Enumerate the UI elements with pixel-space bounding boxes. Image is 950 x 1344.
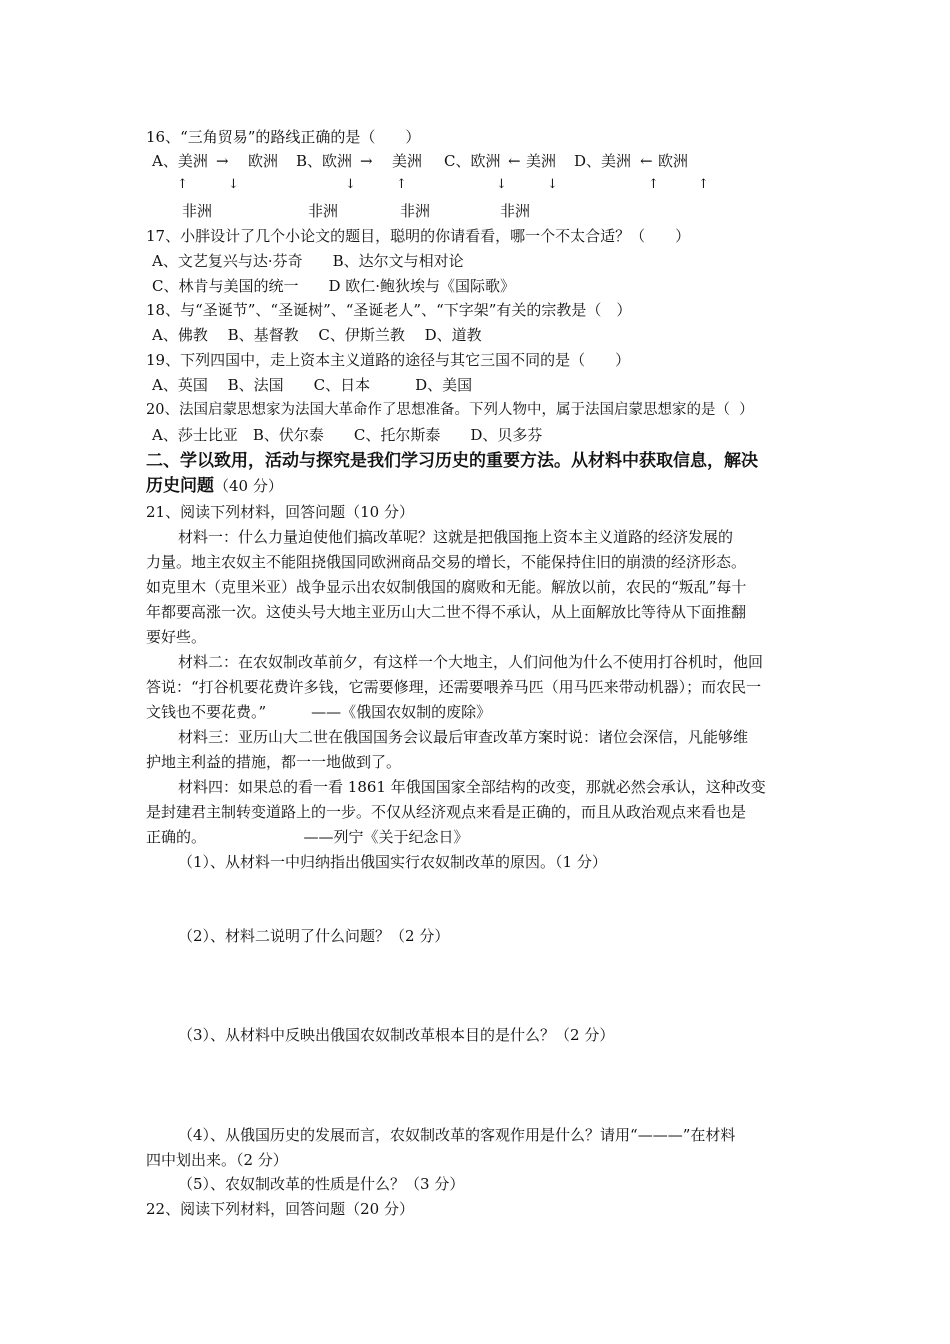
q17-options-row1: A、文艺复兴与达·芬奇 B、达尔文与相对论 — [152, 252, 464, 270]
material-3-line: 材料三：亚历山大二世在俄国国务会议最后审查改革方案时说：诸位会深信，凡能够维 — [178, 728, 749, 746]
material-1-line: 年都要高涨一次。这使头号大地主亚历山大二世不得不承认，从上面解放比等待从下面推翻 — [146, 603, 747, 621]
arrow-up-icon: ↑ — [396, 177, 407, 192]
q19-stem: 19、下列四国中，走上资本主义道路的途径与其它三国不同的是（ ） — [146, 351, 631, 369]
material-1-line: 材料一：什么力量迫使他们搞改革呢？这就是把俄国拖上资本主义道路的经济发展的 — [178, 528, 734, 546]
q16-africa-c: 非洲 — [400, 202, 431, 220]
material-4-line: 正确的。 ——列宁《关于纪念日》 — [146, 828, 469, 846]
q16-option-c-arrow-left: ← — [508, 152, 521, 170]
q17-stem: 17、小胖设计了几个小论文的题目，聪明的你请看看，哪一个不太合适？（ ） — [146, 227, 691, 245]
section-2-heading-line2 — [146, 476, 283, 496]
q18-options: A、佛教 B、基督教 C、伊斯兰教 D、道教 — [152, 326, 482, 344]
q21-sub-question-4-cont: 四中划出来。（2 分） — [146, 1151, 288, 1169]
q18-stem: 18、与“圣诞节”、“圣诞树”、“圣诞老人”、“下字架”有关的宗教是（ ） — [146, 301, 632, 319]
arrow-up-icon: ↑ — [177, 177, 188, 192]
q22-stem: 22、阅读下列材料，回答问题（20 分） — [146, 1200, 414, 1218]
q16-africa-a: 非洲 — [182, 202, 213, 220]
material-2-line: 文钱也不要花费。” ——《俄国农奴制的废除》 — [146, 703, 492, 721]
q16-option-d-arrow-left: ← — [640, 152, 653, 170]
q16-option-a-arrow-right: → — [216, 152, 229, 170]
arrow-down-icon: ↓ — [496, 177, 507, 192]
q16-stem: 16、“三角贸易”的路线正确的是（ ） — [146, 128, 421, 146]
q21-stem: 21、阅读下列材料，回答问题（10 分） — [146, 503, 414, 521]
q16-option-b-arrow-right: → — [360, 152, 373, 170]
q21-sub-question-1: （1）、从材料一中归纳指出俄国实行农奴制改革的原因。（1 分） — [178, 853, 607, 871]
q21-sub-question-2: （2）、材料二说明了什么问题？（2 分） — [178, 927, 450, 945]
q17-options-row2: C、林肯与美国的统一 D 欧仁·鲍狄埃与《国际歌》 — [152, 277, 516, 295]
material-4-line: 是封建君主制转变道路上的一步。不仅从经济观点来看是正确的，而且从政治观点来看也是 — [146, 803, 747, 821]
q16-option-c-end: 美洲 — [526, 152, 557, 170]
arrow-down-icon: ↓ — [228, 177, 239, 192]
material-2-line: 材料二：在农奴制改革前夕，有这样一个大地主，人们问他为什么不使用打谷机时，他回 — [178, 653, 764, 671]
arrow-down-icon: ↓ — [547, 177, 558, 192]
q19-options: A、英国 B、法国 C、日本 D、美国 — [152, 376, 473, 394]
q16-option-d-start: D、美洲 — [574, 152, 632, 170]
material-1-line: 力量。地主农奴主不能阻挠俄国同欧洲商品交易的增长，不能保持住旧的崩溃的经济形态。 — [146, 553, 747, 571]
q16-option-a-end: 欧洲 — [248, 152, 279, 170]
q21-sub-question-5: （5）、农奴制改革的性质是什么？（3 分） — [178, 1175, 465, 1193]
q21-sub-question-4: （4）、从俄国历史的发展而言，农奴制改革的客观作用是什么？请用“———”在材料 — [178, 1126, 736, 1144]
q21-sub-question-3: （3）、从材料中反映出俄国农奴制改革根本目的是什么？（2 分） — [178, 1026, 615, 1044]
q16-option-b-start: B、欧洲 — [296, 152, 353, 170]
q16-africa-b: 非洲 — [308, 202, 339, 220]
q16-option-b-end: 美洲 — [392, 152, 423, 170]
material-3-line: 护地主利益的措施，都一一地做到了。 — [146, 753, 402, 771]
section-2-heading: 二、学以致用，活动与探究是我们学习历史的重要方法。从材料中获取信息，解决 — [146, 451, 758, 471]
section-2-score: （40 分） — [214, 477, 283, 495]
material-4-line: 材料四：如果总的看一看 1861 年俄国国家全部结构的改变，那就必然会承认，这种改变 — [178, 778, 766, 796]
q20-options: A、莎士比亚 B、伏尔泰 C、托尔斯泰 D、贝多芬 — [152, 426, 543, 444]
material-1-line: 要好些。 — [146, 628, 207, 646]
arrow-up-icon: ↑ — [698, 177, 709, 192]
q16-option-d-end: 欧洲 — [658, 152, 689, 170]
q20-stem: 20、法国启蒙思想家为法国大革命作了思想准备。下列人物中，属于法国启蒙思想家的是（ ） — [146, 402, 754, 418]
q16-option-c-start: C、欧洲 — [444, 152, 501, 170]
material-1-line: 如克里木（克里米亚）战争显示出农奴制俄国的腐败和无能。解放以前，农民的“叛乱”每十 — [146, 578, 747, 596]
arrow-up-icon: ↑ — [648, 177, 659, 192]
section-2-heading-bold: 历史问题 — [146, 476, 214, 496]
q16-option-a-start: A、美洲 — [152, 152, 208, 170]
material-2-line: 答说：“打谷机要花费许多钱，它需要修理，还需要喂养马匹（用马匹来带动机器）；而农民一 — [146, 678, 762, 696]
q16-africa-d: 非洲 — [500, 202, 531, 220]
arrow-down-icon: ↓ — [345, 177, 356, 192]
